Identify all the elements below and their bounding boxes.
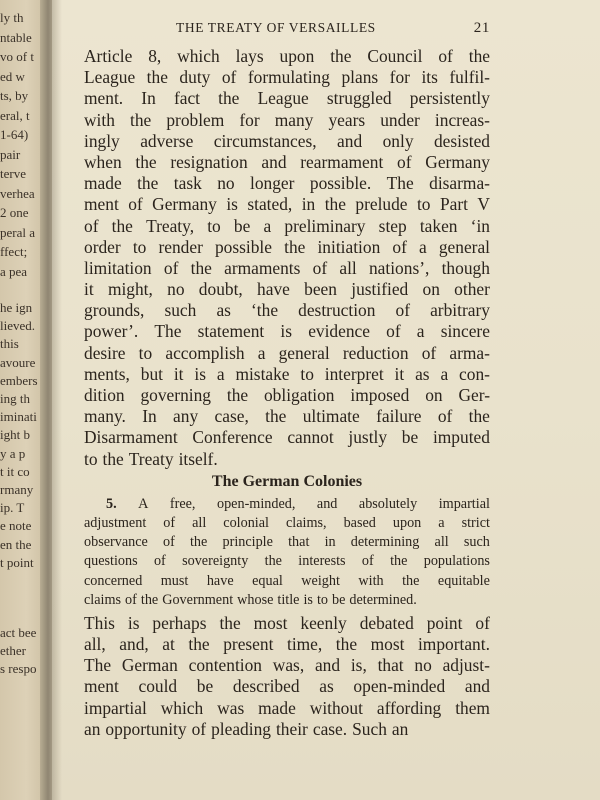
text-line: order to render possible the initiation of a general [84, 236, 490, 257]
left-page-fragment: terve [0, 166, 26, 181]
running-head [84, 20, 490, 46]
left-page-fragment: he ign [0, 300, 33, 315]
quote-line: claims of the Government whose title is to be determined. [84, 591, 417, 608]
text-line: Disarmament Conference cannot justly be imputed [84, 427, 490, 448]
left-page-fragment: t point [0, 554, 34, 570]
left-page-fragment: verhea [0, 185, 35, 201]
left-page-fragment: peral a [0, 224, 36, 240]
text-line: with the problem for many years under increas- [84, 109, 490, 130]
left-page-fragment: lieved. [0, 318, 36, 334]
text-line: all, and, at the present time, the most important. [84, 634, 490, 655]
text-line: desire to accomplish a general reduction of arma- [84, 342, 490, 363]
text-line: power’. The statement is evidence of a sincere [84, 321, 490, 342]
point-five-quotation [84, 495, 490, 610]
text-line: made the task no longer possible. The disarma- [84, 173, 490, 194]
left-page-fragment: pair [0, 146, 21, 162]
text-line: an opportunity of pleading their case. Such an [84, 718, 409, 739]
text-line: to the Treaty itself. [84, 448, 218, 469]
left-page-fragment: y a p [0, 445, 26, 461]
left-page-fragment: ing th [0, 391, 30, 406]
left-page-fragment: avoure [0, 354, 36, 370]
left-page-fragment: ts, by [0, 88, 29, 103]
left-page-fragment: ntable [0, 29, 32, 45]
page-text-block [84, 20, 490, 740]
quote-line: questions of sovereignty the interests of the populations [84, 553, 490, 570]
text-line: many. In any case, the ultimate failure of the [84, 406, 490, 427]
left-page-fragment: ffect; [0, 244, 28, 259]
text-line: impartial which was made without affording them [84, 697, 490, 718]
left-page-fragment: 2 one [0, 205, 29, 220]
left-page-fragment: ether [0, 643, 26, 658]
point-number: 5. [106, 495, 117, 512]
section-heading: The German Colonies [211, 472, 363, 490]
text-line: The German contention was, and is, that no adjust- [84, 655, 490, 676]
text-line: when the resignation and rearmament of Germany [84, 151, 490, 172]
left-page-fragment: s respo [0, 661, 37, 676]
text-line: dition governing the obligation imposed on Ger- [84, 385, 490, 405]
text-line: ment of Germany is stated, in the prelude to Part V [84, 194, 490, 215]
left-page-fragment: en the [0, 536, 32, 552]
left-page-fragment: e note [0, 518, 32, 534]
quote-line: 5. A free, open-minded, and absolutely impartial [84, 495, 490, 514]
left-page-fragment: rmany [0, 482, 34, 497]
page-shadow [52, 0, 62, 800]
quote-line: observance of the principle that in determining all such [84, 534, 490, 551]
text-line: of the Treaty, to be a preliminary step taken ‘in [84, 215, 490, 236]
quote-line: adjustment of all colonial claims, based upon a strict [84, 514, 490, 531]
running-title: THE TREATY OF VERSAILLES [176, 20, 376, 35]
text-line: ments, but it is a mistake to interpret it as a con- [84, 363, 490, 384]
text-line: ingly adverse circumstances, and only desisted [84, 130, 490, 151]
text-line: ment. In fact the League struggled persistently [84, 88, 490, 109]
left-page-fragment: a pea [0, 263, 28, 279]
left-page-fragment: embers [0, 372, 38, 388]
book-page [52, 0, 600, 800]
left-page-fragment: t it co [0, 463, 30, 479]
left-page-fragment: this [0, 336, 19, 352]
left-page-fragment: ed w [0, 68, 25, 84]
left-page-edge [0, 0, 44, 800]
left-page-fragment: ight b [0, 427, 30, 443]
left-page-fragment: ly th [0, 10, 24, 25]
paragraph-disarmament [84, 46, 490, 470]
left-page-fragment: eral, t [0, 107, 30, 123]
text-line: This is perhaps the most keenly debated point of [84, 612, 490, 633]
left-page-fragment: vo of t [0, 49, 34, 64]
page-number: 21 [473, 20, 490, 36]
left-page-fragment: ip. T [0, 500, 25, 516]
left-page-fragment: iminati [0, 409, 37, 425]
paragraph-colonies [84, 613, 490, 740]
text-line: grounds, such as ‘the destruction of arbitrary [84, 300, 490, 321]
left-page-fragment: 1-64) [0, 127, 29, 142]
text-line: limitation of the armaments of all nations’, though [84, 257, 490, 278]
left-page-fragment: act bee [0, 625, 37, 640]
text-line: ment could be described as open-minded and [84, 676, 490, 697]
quote-line: concerned must have equal weight with the equitable [84, 572, 490, 589]
text-line: League the duty of formulating plans for its fulfil- [84, 67, 490, 88]
text-line: Article 8, which lays upon the Council of the [84, 46, 490, 66]
text-line: it might, no doubt, have been justified on other [84, 279, 490, 300]
